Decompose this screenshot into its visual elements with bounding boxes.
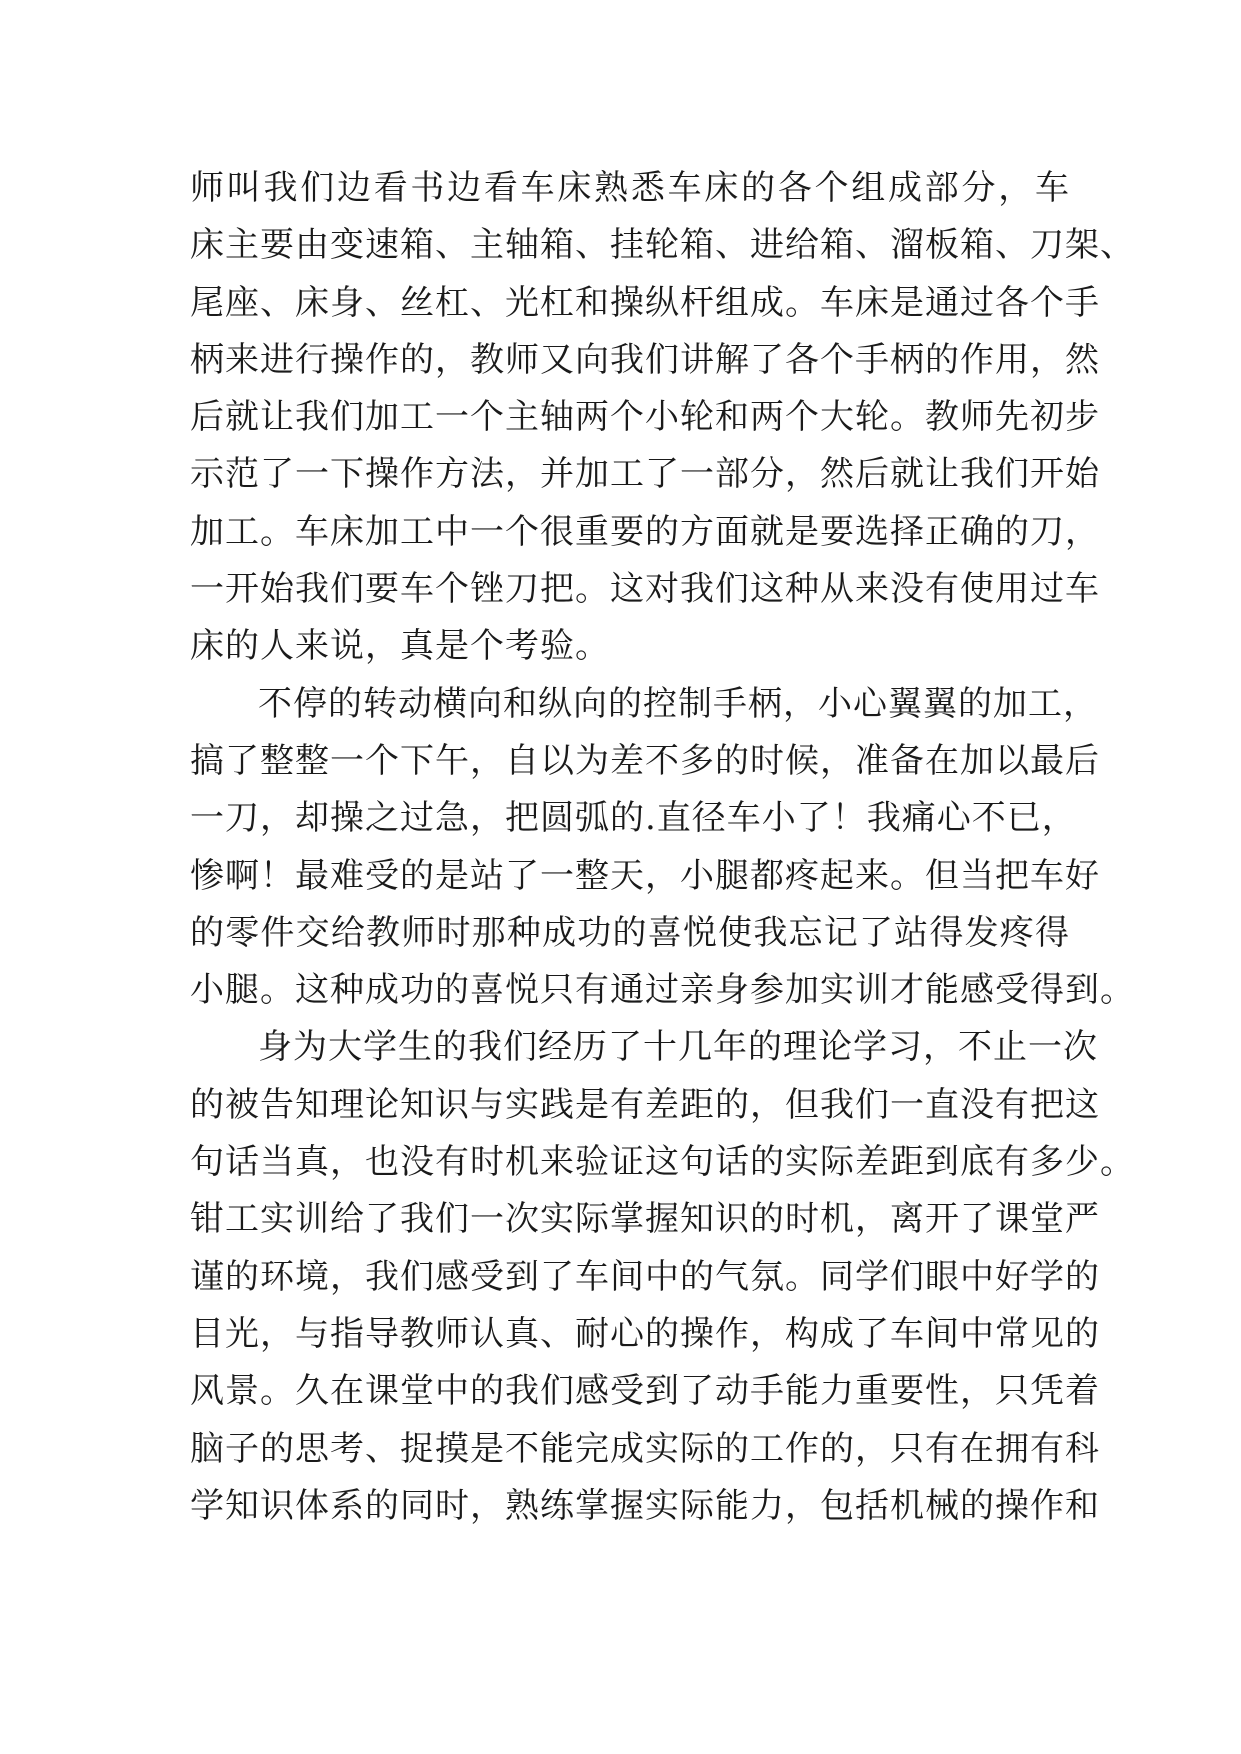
paragraph-3-line-2: 的被告知理论知识与实践是有差距的，但我们一直没有把这 [190, 1084, 1100, 1125]
paragraph-1-line-1: 师叫我们边看书边看车床熟悉车床的各个组成部分，车 [190, 168, 1070, 208]
paragraph-2-line-4: 惨啊！最难受的是站了一整天，小腿都疼起来。但当把车好 [190, 855, 1100, 896]
paragraph-3-line-7: 风景。久在课堂中的我们感受到了动手能力重要性，只凭着 [190, 1371, 1100, 1412]
paragraph-3-line-1: 身为大学生的我们经历了十几年的理论学习，不止一次 [258, 1027, 1098, 1068]
paragraph-2-line-5: 的零件交给教师时那种成功的喜悦使我忘记了站得发疼得 [190, 912, 1070, 953]
paragraph-1-line-5: 后就让我们加工一个主轴两个小轮和两个大轮。教师先初步 [190, 397, 1100, 438]
paragraph-3-line-5: 谨的环境，我们感受到了车间中的气氛。同学们眼中好学的 [190, 1256, 1100, 1297]
paragraph-1-line-4: 柄来进行操作的，教师又向我们讲解了各个手柄的作用，然 [190, 339, 1100, 380]
paragraph-1-line-3: 尾座、床身、丝杠、光杠和操纵杆组成。车床是通过各个手 [190, 282, 1100, 323]
paragraph-1-line-6: 示范了一下操作方法，并加工了一部分，然后就让我们开始 [190, 454, 1100, 495]
body-text [190, 160, 1135, 1535]
paragraph-2-line-1: 不停的转动横向和纵向的控制手柄，小心翼翼的加工， [258, 683, 1098, 724]
paragraph-1-line-8: 一开始我们要车个锉刀把。这对我们这种从来没有使用过车 [190, 569, 1100, 610]
paragraph-3-line-9: 学知识体系的同时，熟练掌握实际能力，包括机械的操作和 [190, 1485, 1100, 1526]
paragraph-1-line-2: 床主要由变速箱、主轴箱、挂轮箱、进给箱、溜板箱、刀架、 [190, 225, 1135, 266]
paragraph-3-line-6: 目光，与指导教师认真、耐心的操作，构成了车间中常见的 [190, 1313, 1100, 1354]
paragraph-1-line-9: 床的人来说，真是个考验。 [190, 626, 610, 667]
paragraph-3-line-3: 句话当真，也没有时机来验证这句话的实际差距到底有多少。 [190, 1142, 1135, 1183]
paragraph-1-line-7: 加工。车床加工中一个很重要的方面就是要选择正确的刀， [190, 511, 1100, 552]
paragraph-2-line-3: 一刀，却操之过急，把圆弧的.直径车小了！我痛心不已， [190, 798, 1077, 839]
paragraph-2-line-2: 搞了整整一个下午，自以为差不多的时候，准备在加以最后 [190, 740, 1100, 781]
paragraph-2-line-6: 小腿。这种成功的喜悦只有通过亲身参加实训才能感受得到。 [190, 970, 1135, 1011]
paragraph-3-line-8: 脑子的思考、捉摸是不能完成实际的工作的，只有在拥有科 [190, 1428, 1100, 1469]
paragraph-3-line-4: 钳工实训给了我们一次实际掌握知识的时机，离开了课堂严 [190, 1199, 1100, 1240]
